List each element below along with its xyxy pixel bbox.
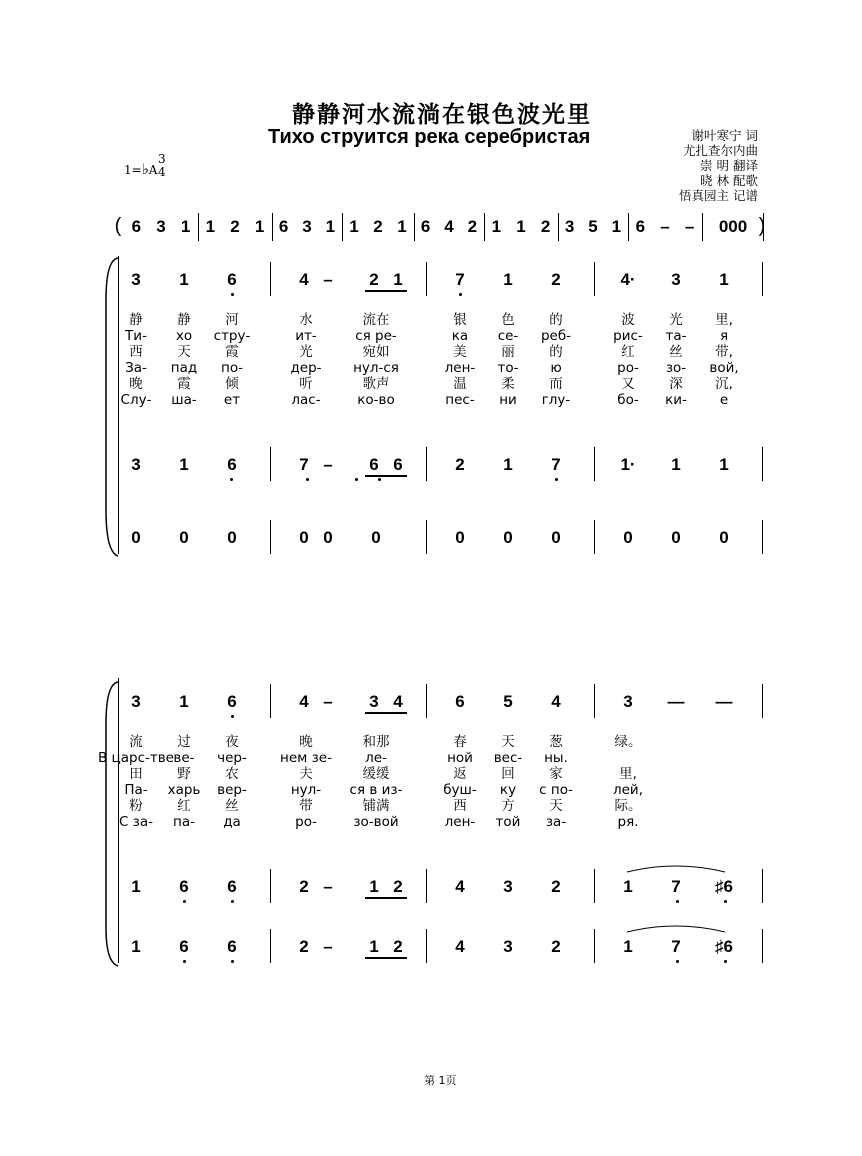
staff-2-note: ♯6 bbox=[715, 877, 733, 896]
lyric-syllable: лей, bbox=[613, 782, 643, 798]
staff-3-note: – bbox=[323, 937, 333, 956]
lyric-syllable: 晚 bbox=[129, 376, 143, 392]
lyric-syllable: 而 bbox=[549, 376, 563, 392]
lyric-syllable: 河 bbox=[225, 312, 239, 328]
staff-2-note: 6 bbox=[179, 877, 189, 896]
brace-system-1 bbox=[106, 258, 118, 556]
lyric-syllable: то- bbox=[497, 360, 519, 376]
lyric-syllable: ет bbox=[223, 392, 241, 408]
key-letter: A bbox=[148, 163, 158, 177]
lyric-syllable: 沉, bbox=[715, 376, 733, 392]
lyric-syllable: 丝 bbox=[225, 798, 239, 814]
key-prefix: 1= bbox=[124, 163, 142, 177]
lyric-syllable: 粉 bbox=[129, 798, 143, 814]
intro-note: 2 bbox=[230, 217, 240, 236]
staff-3-note: 6 bbox=[179, 937, 189, 956]
staff-1-note: – bbox=[323, 270, 333, 289]
lyric-syllable: 霞 bbox=[225, 344, 239, 360]
lyric-syllable: 西 bbox=[453, 798, 467, 814]
staff-2-note: 1 bbox=[369, 877, 379, 896]
staff-1-note: 1 bbox=[503, 270, 513, 289]
lyric-syllable: 过 bbox=[177, 734, 191, 750]
staff-2-note: 2 bbox=[551, 877, 561, 896]
staff-3-note: 0 bbox=[299, 528, 309, 547]
intro-note: 6 bbox=[278, 217, 289, 236]
staff-2-note: 7 bbox=[551, 455, 561, 474]
credit-translator: 崇 明 翻译 bbox=[700, 158, 758, 173]
staff-1-note: 4 bbox=[299, 692, 309, 711]
lyric-syllable: 流在 bbox=[362, 312, 390, 328]
staff-3-note: 0 bbox=[503, 528, 513, 547]
lyric-syllable: 霞 bbox=[177, 376, 191, 392]
intro-note: 1 bbox=[349, 217, 359, 236]
staff-2-note: 2 bbox=[455, 455, 465, 474]
lyric-syllable: ле- bbox=[365, 750, 387, 766]
staff-1-note: 3 bbox=[131, 270, 141, 289]
lyric-syllable: вес- bbox=[493, 750, 523, 766]
lyric-syllable: ит- bbox=[295, 328, 317, 344]
lyric-syllable: та- bbox=[665, 328, 687, 344]
lyric-syllable: 丝 bbox=[669, 344, 683, 360]
lyric-syllable: 里, bbox=[619, 766, 637, 782]
staff-2-note: – bbox=[323, 877, 333, 896]
lyric-syllable: за- bbox=[545, 814, 567, 830]
lyric-syllable: 葱 bbox=[549, 734, 563, 750]
intro-note: 1 bbox=[516, 217, 526, 236]
lyric-syllable: 夫 bbox=[299, 766, 313, 782]
lyric-syllable: ве- bbox=[173, 750, 195, 766]
intro-note: 2 bbox=[540, 217, 551, 236]
staff-3-note: 2 bbox=[393, 937, 403, 956]
page-number: 第 1页 bbox=[424, 1074, 457, 1087]
staff-3-note: 2 bbox=[551, 937, 561, 956]
lyric-syllable: Слу- bbox=[120, 392, 152, 408]
lyric-syllable: 流 bbox=[129, 734, 143, 750]
staff-2-note: 1· bbox=[620, 455, 636, 474]
lyric-syllable: 听 bbox=[299, 376, 313, 392]
staff-2-note: 2 bbox=[299, 877, 309, 896]
staff-3-note: 0 bbox=[323, 528, 333, 547]
lyric-syllable: 春 bbox=[453, 734, 467, 750]
staff-3-note: 0 bbox=[551, 528, 561, 547]
lyric-syllable: вер- bbox=[217, 782, 247, 798]
staff-1-note: – bbox=[323, 692, 333, 711]
lyric-syllable: с по- bbox=[539, 782, 573, 798]
lyric-syllable: рис- bbox=[613, 328, 643, 344]
lyric-syllable: ро- bbox=[295, 814, 317, 830]
staff-2-note: – bbox=[323, 455, 333, 474]
intro-note: 3 bbox=[302, 217, 312, 236]
staff-1-note: 4 bbox=[299, 270, 309, 289]
intro-note: 1 bbox=[254, 217, 265, 236]
staff-2-note: 1 bbox=[131, 877, 141, 896]
lyric-syllable: ся ре- bbox=[355, 328, 397, 344]
staff-1-note: 4 bbox=[551, 692, 561, 711]
lyric-syllable: ку bbox=[499, 782, 517, 798]
lyric-syllable: ни bbox=[499, 392, 517, 408]
tie-system-2-staff-2 bbox=[627, 866, 725, 872]
lyric-syllable: пад bbox=[170, 360, 198, 376]
lyric-syllable: ко-во bbox=[357, 392, 395, 408]
lyric-syllable: па- bbox=[173, 814, 195, 830]
lyric-syllable: 又 bbox=[621, 376, 635, 392]
lyric-syllable: Ти- bbox=[125, 328, 147, 344]
lyric-syllable: 际。 bbox=[614, 798, 642, 814]
staff-1-note: 1 bbox=[179, 692, 189, 711]
flat-icon: ♭ bbox=[141, 160, 149, 178]
lyric-syllable: 和那 bbox=[362, 734, 390, 750]
staff-1-note: 1 bbox=[393, 270, 403, 289]
intro-note: 6 bbox=[420, 217, 431, 236]
staff-1-note: 5 bbox=[503, 692, 513, 711]
intro-note: 1 bbox=[325, 217, 336, 236]
lyric-syllable: 带, bbox=[715, 344, 733, 360]
credit-lyricist: 谢叶寒宁 词 bbox=[691, 128, 758, 143]
lyric-syllable: 田 bbox=[129, 766, 143, 782]
tie-system-2-staff-3 bbox=[627, 926, 725, 932]
intro-note: – bbox=[684, 217, 695, 236]
staff-2-note: 6 bbox=[369, 455, 379, 474]
lyric-syllable: 农 bbox=[225, 766, 239, 782]
staff-1-note: 6 bbox=[227, 692, 237, 711]
staff-3-note: 0 bbox=[179, 528, 189, 547]
staff-1-note: 3 bbox=[131, 692, 141, 711]
lyric-syllable: дер- bbox=[290, 360, 322, 376]
lyric-syllable: 银 bbox=[453, 312, 467, 328]
lyric-syllable: 光 bbox=[299, 344, 313, 360]
intro-note: 6 bbox=[131, 217, 142, 236]
lyric-syllable: 带 bbox=[299, 798, 313, 814]
lyric-syllable: глу- bbox=[541, 392, 571, 408]
lyric-syllable: 宛如 bbox=[362, 344, 390, 360]
staff-2-note: 1 bbox=[179, 455, 189, 474]
staff-2-note: 1 bbox=[623, 877, 633, 896]
lyric-syllable: зо- bbox=[665, 360, 687, 376]
lyric-syllable: 柔 bbox=[501, 376, 515, 392]
lyric-syllable: 的 bbox=[549, 312, 563, 328]
lyric-syllable: харь bbox=[167, 782, 201, 798]
lyric-syllable: нул-ся bbox=[353, 360, 399, 376]
lyric-syllable: е bbox=[719, 392, 729, 408]
lyric-syllable: 西 bbox=[129, 344, 143, 360]
intro-note: 2 bbox=[467, 217, 478, 236]
lyric-syllable: 回 bbox=[501, 766, 515, 782]
lyric-syllable: реб- bbox=[540, 328, 572, 344]
lyric-syllable: За- bbox=[125, 360, 147, 376]
staff-1-note: 4· bbox=[620, 270, 636, 289]
lyric-syllable: чер- bbox=[217, 750, 247, 766]
lyric-syllable: лен- bbox=[444, 360, 476, 376]
credit-composer: 尤扎查尔内曲 bbox=[682, 143, 758, 158]
staff-3-note: 0 bbox=[719, 528, 729, 547]
staff-1-note: 1 bbox=[719, 270, 729, 289]
lyric-syllable: лас- bbox=[291, 392, 321, 408]
intro-note: 6 bbox=[635, 217, 646, 236]
lyric-syllable: вой, bbox=[709, 360, 739, 376]
staff-2-note: 3 bbox=[503, 877, 513, 896]
lyric-syllable: 夜 bbox=[225, 734, 239, 750]
credit-transcriber: 悟真园主 记谱 bbox=[679, 188, 758, 203]
staff-1-note: 2 bbox=[551, 270, 561, 289]
staff-3-note: ♯6 bbox=[715, 937, 733, 956]
staff-3-note: 4 bbox=[455, 937, 465, 956]
lyric-syllable: хо bbox=[175, 328, 193, 344]
lyric-syllable: ша- bbox=[171, 392, 197, 408]
lyric-syllable: 红 bbox=[621, 344, 635, 360]
staff-1-note: — bbox=[715, 692, 733, 711]
staff-2-note: 3 bbox=[131, 455, 141, 474]
lyric-syllable: буш- bbox=[443, 782, 477, 798]
lyric-syllable: ю bbox=[550, 360, 562, 376]
lyric-syllable: ря. bbox=[617, 814, 639, 830]
title-russian: Тихо струится река серебристая bbox=[268, 126, 591, 148]
staff-2-note: 6 bbox=[227, 877, 237, 896]
staff-2-note: 1 bbox=[671, 455, 681, 474]
staff-2-note: 6 bbox=[227, 455, 237, 474]
staff-1-note: 3 bbox=[671, 270, 681, 289]
lyric-syllable: 天 bbox=[177, 344, 191, 360]
staff-1-note: 1 bbox=[179, 270, 189, 289]
lyric-syllable: 天 bbox=[501, 734, 515, 750]
lyric-syllable: ны. bbox=[544, 750, 568, 766]
lyric-syllable: 家 bbox=[549, 766, 563, 782]
staff-1-note: 4 bbox=[393, 692, 403, 711]
lyric-syllable: 天 bbox=[549, 798, 563, 814]
time-top: 3 bbox=[158, 152, 166, 166]
intro-note: 4 bbox=[444, 217, 454, 236]
lyric-syllable: 温 bbox=[453, 376, 467, 392]
intro-note: 1 bbox=[611, 217, 622, 236]
time-bottom: 4 bbox=[158, 165, 166, 179]
lyric-syllable: ной bbox=[447, 750, 473, 766]
staff-3-note: 0 bbox=[227, 528, 237, 547]
credit-arranger: 晓 林 配歌 bbox=[700, 173, 758, 188]
intro-note: 000 bbox=[718, 217, 748, 236]
lyric-syllable: лен- bbox=[444, 814, 476, 830]
lyric-syllable: В царс-тве bbox=[97, 750, 174, 766]
staff-1-note: 2 bbox=[369, 270, 379, 289]
lyric-syllable: 野 bbox=[177, 766, 191, 782]
staff-2-note: 7 bbox=[671, 877, 681, 896]
staff-3-note: 1 bbox=[131, 937, 141, 956]
lyric-syllable: той bbox=[495, 814, 521, 830]
lyric-syllable: 红 bbox=[177, 798, 191, 814]
intro-note: 1 bbox=[491, 217, 502, 236]
staff-1-note: 3 bbox=[623, 692, 633, 711]
staff-3-note: 0 bbox=[671, 528, 681, 547]
staff-2-note: 7 bbox=[299, 455, 309, 474]
intro-open-paren: ( bbox=[114, 215, 122, 237]
lyric-syllable: 里, bbox=[715, 312, 733, 328]
lyric-syllable: 色 bbox=[501, 312, 515, 328]
lyric-syllable: ки- bbox=[665, 392, 687, 408]
staff-3-note: 0 bbox=[131, 528, 141, 547]
intro-note: 1 bbox=[397, 217, 407, 236]
lyric-syllable: 绿。 bbox=[614, 734, 642, 750]
staff-2-note: 6 bbox=[393, 455, 403, 474]
lyric-syllable: 歌声 bbox=[362, 376, 390, 392]
lyric-syllable: пес- bbox=[445, 392, 475, 408]
lyric-syllable: се- bbox=[497, 328, 519, 344]
intro-note: 1 bbox=[180, 217, 191, 236]
staff-3-note: 0 bbox=[623, 528, 633, 547]
staff-3-note: 6 bbox=[227, 937, 237, 956]
lyric-syllable: 方 bbox=[501, 798, 515, 814]
lyric-syllable: 返 bbox=[453, 766, 467, 782]
lyric-syllable: С за- bbox=[118, 814, 154, 830]
staff-2-note: 2 bbox=[393, 877, 403, 896]
lyric-syllable: 倾 bbox=[225, 376, 239, 392]
lyric-syllable: я bbox=[719, 328, 729, 344]
lyric-syllable: 波 bbox=[621, 312, 635, 328]
lyric-syllable: 深 bbox=[669, 376, 683, 392]
lyric-syllable: да bbox=[223, 814, 241, 830]
lyric-syllable: ся в из- bbox=[349, 782, 403, 798]
lyric-syllable: нул- bbox=[290, 782, 322, 798]
staff-2-note: 1 bbox=[719, 455, 729, 474]
staff-2-note: 4 bbox=[455, 877, 465, 896]
title-chinese: 静静河水流淌在银色波光里 bbox=[292, 101, 592, 128]
staff-2-note: 1 bbox=[503, 455, 513, 474]
lyric-syllable: 光 bbox=[669, 312, 683, 328]
lyric-syllable: Па- bbox=[124, 782, 148, 798]
staff-3-note: 1 bbox=[623, 937, 633, 956]
staff-3-note: 0 bbox=[371, 528, 381, 547]
brace-system-2 bbox=[106, 682, 118, 966]
staff-1-note: 6 bbox=[227, 270, 237, 289]
staff-1-note: 7 bbox=[455, 270, 465, 289]
lyric-syllable: 铺满 bbox=[362, 798, 390, 814]
intro-note: 5 bbox=[588, 217, 598, 236]
intro-note: – bbox=[660, 217, 670, 236]
lyric-syllable: зо-вой bbox=[353, 814, 399, 830]
lyric-syllable: 的 bbox=[549, 344, 563, 360]
lyric-syllable: 丽 bbox=[501, 344, 515, 360]
intro-note: 1 bbox=[205, 217, 216, 236]
staff-3-note: 2 bbox=[299, 937, 309, 956]
lyric-syllable: 水 bbox=[299, 312, 313, 328]
lyric-syllable: бо- bbox=[617, 392, 639, 408]
lyric-syllable: ро- bbox=[617, 360, 639, 376]
intro-note: 3 bbox=[156, 217, 166, 236]
lyric-syllable: 静 bbox=[177, 312, 191, 328]
staff-3-note: 0 bbox=[455, 528, 465, 547]
intro-note: 3 bbox=[564, 217, 575, 236]
staff-3-note: 1 bbox=[369, 937, 379, 956]
intro-note: 2 bbox=[373, 217, 383, 236]
lyric-syllable: 静 bbox=[129, 312, 143, 328]
lyric-syllable: 缓缓 bbox=[362, 766, 390, 782]
staff-1-note: 3 bbox=[369, 692, 379, 711]
lyric-syllable: по- bbox=[221, 360, 243, 376]
staff-3-note: 7 bbox=[671, 937, 681, 956]
staff-1-note: 6 bbox=[455, 692, 465, 711]
lyric-syllable: нем зе- bbox=[280, 750, 332, 766]
lyric-syllable: ка bbox=[451, 328, 469, 344]
lyric-syllable: стру- bbox=[213, 328, 251, 344]
lyric-syllable: 晚 bbox=[299, 734, 313, 750]
staff-3-note: 3 bbox=[503, 937, 513, 956]
intro-close-paren: ) bbox=[758, 215, 766, 237]
lyric-syllable: 美 bbox=[453, 344, 467, 360]
staff-1-note: — bbox=[667, 692, 685, 711]
